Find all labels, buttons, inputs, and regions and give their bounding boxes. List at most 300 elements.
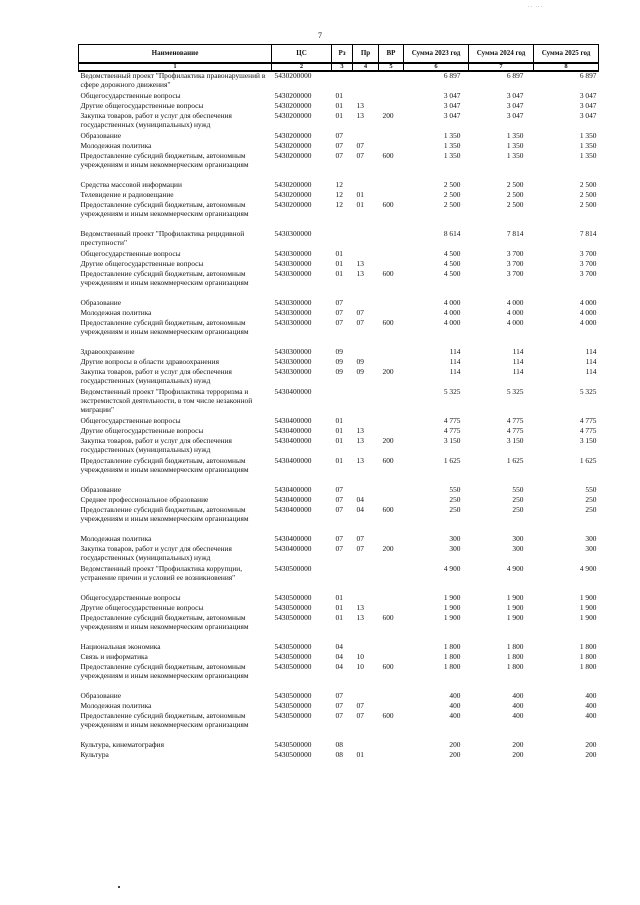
row-sum-2023: 8 614 — [443, 230, 461, 238]
row-cs: 5430200000 — [274, 201, 312, 209]
row-rz: 07 — [335, 692, 343, 700]
row-cs: 5430200000 — [274, 112, 312, 120]
row-sum-2025: 400 — [585, 702, 597, 710]
row-sum-2025: 1 800 — [579, 643, 597, 651]
column-number: 4 — [353, 63, 379, 71]
row-name: Образование — [80, 299, 122, 307]
row-pr: 13 — [356, 260, 364, 268]
table-row — [79, 201, 599, 221]
row-sum-2024: 4 000 — [506, 299, 524, 307]
row-pr: 07 — [356, 142, 364, 150]
table-row — [79, 417, 599, 427]
row-sum-2023: 1 900 — [443, 614, 461, 622]
row-sum-2025: 400 — [585, 712, 597, 720]
row-sum-2023: 3 047 — [443, 102, 461, 110]
header-rz: Рз — [332, 45, 353, 64]
row-sum-2023: 200 — [449, 741, 461, 749]
table-row — [79, 594, 599, 604]
column-number: 6 — [404, 63, 469, 71]
row-cs: 5430300000 — [274, 270, 312, 278]
row-pr — [353, 643, 379, 653]
row-name: Культура, кинематография — [80, 741, 164, 749]
row-name: Закупка товаров, работ и услуг для обеспечения государственных (муниципальных) нужд — [80, 112, 232, 129]
row-name: Ведомственный проект "Профилактика терроризма и экстремистской деятельности, в том числе незаконной миграции" — [80, 388, 253, 414]
table-row — [79, 299, 599, 309]
row-sum-2024: 2 500 — [506, 191, 524, 199]
row-sum-2023: 1 800 — [443, 663, 461, 671]
spacer-row — [79, 290, 599, 299]
row-rz: 01 — [335, 112, 343, 120]
row-sum-2024: 1 900 — [506, 594, 524, 602]
table-row — [79, 643, 599, 653]
row-sum-2023: 300 — [449, 545, 461, 553]
row-rz: 04 — [335, 643, 343, 651]
row-sum-2025: 1 350 — [579, 132, 597, 140]
row-rz — [332, 388, 353, 417]
row-cs: 5430200000 — [274, 191, 312, 199]
table-row — [79, 663, 599, 683]
row-pr: 09 — [356, 358, 364, 366]
row-cs: 5430200000 — [274, 152, 312, 160]
row-rz: 07 — [335, 319, 343, 327]
table-row — [79, 230, 599, 250]
row-name: Предоставление субсидий бюджетным, автономным учреждениям и иным некоммерческим организациям — [80, 270, 249, 287]
row-sum-2024: 300 — [512, 545, 524, 553]
row-vr: 200 — [382, 545, 394, 553]
row-name: Общегосударственные вопросы — [80, 594, 181, 602]
row-cs: 5430200000 — [274, 132, 312, 140]
scan-dot — [118, 886, 120, 888]
spacer-row — [79, 683, 599, 692]
row-sum-2023: 4 000 — [443, 299, 461, 307]
row-rz: 08 — [335, 751, 343, 759]
table-row — [79, 92, 599, 102]
row-vr — [379, 535, 404, 545]
row-sum-2024: 4 000 — [506, 319, 524, 327]
row-vr: 200 — [382, 112, 394, 120]
row-sum-2025: 4 775 — [579, 417, 597, 425]
table-row — [79, 653, 599, 663]
row-sum-2025: 300 — [585, 545, 597, 553]
row-cs: 5430400000 — [274, 496, 312, 504]
spacer-row — [79, 634, 599, 643]
table-row — [79, 565, 599, 585]
table-row — [79, 181, 599, 191]
row-sum-2025: 2 500 — [579, 191, 597, 199]
row-vr — [379, 417, 404, 427]
row-cs: 5430400000 — [274, 506, 312, 514]
row-cs: 5430200000 — [274, 102, 312, 110]
row-vr — [379, 692, 404, 702]
row-name: Закупка товаров, работ и услуг для обеспечения государственных (муниципальных) нужд — [80, 545, 232, 562]
row-vr: 200 — [382, 437, 394, 445]
row-vr — [379, 71, 404, 92]
row-sum-2024: 1 350 — [506, 132, 524, 140]
row-rz: 08 — [335, 741, 343, 749]
row-pr: 13 — [356, 604, 364, 612]
row-cs: 5430400000 — [274, 535, 312, 543]
row-sum-2023: 250 — [449, 506, 461, 514]
spacer-row — [79, 172, 599, 181]
row-vr — [379, 653, 404, 663]
row-sum-2025: 3 047 — [579, 102, 597, 110]
row-vr — [379, 565, 404, 585]
row-pr: 10 — [356, 653, 364, 661]
row-sum-2025: 3 700 — [579, 250, 597, 258]
row-rz: 07 — [335, 712, 343, 720]
row-sum-2023: 114 — [449, 358, 461, 366]
row-sum-2025: 1 625 — [579, 457, 597, 465]
row-pr — [353, 181, 379, 191]
row-sum-2025: 6 897 — [579, 71, 597, 80]
column-number: 8 — [534, 63, 599, 71]
row-name: Предоставление субсидий бюджетным, автономным учреждениям и иным некоммерческим организациям — [80, 506, 249, 523]
row-pr — [353, 565, 379, 585]
row-sum-2024: 1 625 — [506, 457, 524, 465]
row-name: Закупка товаров, работ и услуг для обеспечения государственных (муниципальных) нужд — [80, 368, 232, 385]
row-sum-2025: 400 — [585, 692, 597, 700]
row-sum-2025: 114 — [585, 368, 597, 376]
row-name: Ведомственный проект "Профилактика коррупции, устранение причин и условий ее возникновения" — [80, 565, 243, 582]
row-name: Образование — [80, 132, 122, 140]
row-name: Предоставление субсидий бюджетным, автономным учреждениям и иным некоммерческим организациям — [80, 614, 249, 631]
row-cs: 5430500000 — [274, 702, 312, 710]
row-pr — [353, 348, 379, 358]
table-header-row — [79, 45, 599, 64]
row-sum-2023: 114 — [449, 348, 461, 356]
row-vr — [379, 427, 404, 437]
row-vr — [379, 702, 404, 712]
table-row — [79, 102, 599, 112]
row-cs: 5430500000 — [274, 712, 312, 720]
row-rz: 09 — [335, 348, 343, 356]
row-vr: 600 — [382, 201, 394, 209]
row-name: Другие общегосударственные вопросы — [80, 102, 204, 110]
row-cs: 5430400000 — [274, 486, 312, 494]
row-rz: 01 — [335, 250, 343, 258]
row-sum-2023: 4 775 — [443, 427, 461, 435]
row-pr: 13 — [356, 102, 364, 110]
row-cs: 5430400000 — [274, 437, 312, 445]
row-rz: 01 — [335, 594, 343, 602]
row-cs: 5430200000 — [274, 181, 312, 189]
row-pr — [353, 388, 379, 417]
row-sum-2024: 1 800 — [506, 663, 524, 671]
row-rz: 07 — [335, 152, 343, 160]
row-cs: 5430400000 — [274, 388, 312, 396]
row-pr: 07 — [356, 152, 364, 160]
table-row — [79, 152, 599, 172]
row-pr: 13 — [356, 437, 364, 445]
row-sum-2023: 2 500 — [443, 191, 461, 199]
row-sum-2023: 3 047 — [443, 112, 461, 120]
row-sum-2023: 550 — [449, 486, 461, 494]
row-sum-2025: 1 800 — [579, 663, 597, 671]
header-cs: ЦС — [272, 45, 332, 64]
row-cs: 5430500000 — [274, 692, 312, 700]
row-name: Общегосударственные вопросы — [80, 92, 181, 100]
row-sum-2025: 300 — [585, 535, 597, 543]
row-pr: 13 — [356, 457, 364, 465]
row-pr: 13 — [356, 427, 364, 435]
row-sum-2023: 1 625 — [443, 457, 461, 465]
row-sum-2024: 1 800 — [506, 653, 524, 661]
row-cs: 5430500000 — [274, 614, 312, 622]
row-pr — [353, 299, 379, 309]
row-sum-2025: 4 000 — [579, 319, 597, 327]
row-sum-2023: 4 000 — [443, 309, 461, 317]
row-vr — [379, 309, 404, 319]
row-sum-2024: 3 700 — [506, 250, 524, 258]
column-number: 2 — [272, 63, 332, 71]
row-pr: 01 — [356, 751, 364, 759]
row-sum-2025: 5 325 — [579, 388, 597, 396]
row-name: Средства массовой информации — [80, 181, 182, 189]
row-vr — [379, 643, 404, 653]
row-name: Среднее профессиональное образование — [80, 496, 209, 504]
row-vr — [379, 260, 404, 270]
row-pr — [353, 692, 379, 702]
row-sum-2025: 250 — [585, 496, 597, 504]
row-pr: 07 — [356, 309, 364, 317]
table-row — [79, 388, 599, 417]
row-sum-2023: 6 897 — [443, 71, 461, 80]
spacer-row — [79, 221, 599, 230]
row-rz: 07 — [335, 142, 343, 150]
row-rz: 07 — [335, 486, 343, 494]
row-pr — [353, 594, 379, 604]
row-rz: 04 — [335, 663, 343, 671]
row-sum-2023: 4 500 — [443, 260, 461, 268]
row-pr — [353, 230, 379, 250]
row-sum-2023: 5 325 — [443, 388, 461, 396]
row-sum-2025: 200 — [585, 751, 597, 759]
row-sum-2024: 400 — [512, 692, 524, 700]
table-row — [79, 250, 599, 260]
row-cs: 5430500000 — [274, 643, 312, 651]
row-sum-2024: 6 897 — [506, 71, 524, 80]
spacer-cell — [79, 172, 599, 181]
table-row — [79, 71, 599, 92]
row-sum-2024: 400 — [512, 712, 524, 720]
row-cs: 5430500000 — [274, 751, 312, 759]
row-vr: 600 — [382, 506, 394, 514]
row-sum-2025: 3 150 — [579, 437, 597, 445]
row-sum-2024: 3 700 — [506, 260, 524, 268]
table-row — [79, 132, 599, 142]
table-row — [79, 751, 599, 761]
row-pr: 10 — [356, 663, 364, 671]
row-sum-2023: 3 047 — [443, 92, 461, 100]
page-number: 7 — [318, 31, 322, 40]
row-sum-2023: 114 — [449, 368, 461, 376]
table-row — [79, 427, 599, 437]
row-rz: 09 — [335, 368, 343, 376]
row-cs: 5430400000 — [274, 417, 312, 425]
row-pr: 13 — [356, 614, 364, 622]
row-name: Предоставление субсидий бюджетным, автономным учреждениям и иным некоммерческим организациям — [80, 152, 249, 169]
row-vr — [379, 486, 404, 496]
row-rz: 07 — [335, 545, 343, 553]
table-row — [79, 545, 599, 565]
row-rz: 07 — [335, 132, 343, 140]
header-pr: Пр — [353, 45, 379, 64]
table-row — [79, 712, 599, 732]
row-sum-2023: 1 350 — [443, 132, 461, 140]
row-sum-2024: 114 — [512, 368, 524, 376]
row-pr: 13 — [356, 112, 364, 120]
row-vr — [379, 250, 404, 260]
row-name: Закупка товаров, работ и услуг для обеспечения государственных (муниципальных) нужд — [80, 437, 232, 454]
table-row — [79, 614, 599, 634]
row-rz: 07 — [335, 506, 343, 514]
row-vr — [379, 142, 404, 152]
table-row — [79, 358, 599, 368]
row-sum-2025: 3 047 — [579, 112, 597, 120]
row-pr: 01 — [356, 191, 364, 199]
spacer-cell — [79, 290, 599, 299]
row-sum-2023: 4 500 — [443, 270, 461, 278]
row-vr — [379, 299, 404, 309]
row-sum-2023: 3 150 — [443, 437, 461, 445]
row-sum-2025: 3 047 — [579, 92, 597, 100]
row-sum-2023: 400 — [449, 712, 461, 720]
row-sum-2025: 2 500 — [579, 201, 597, 209]
row-pr — [353, 132, 379, 142]
spacer-cell — [79, 683, 599, 692]
row-sum-2024: 1 900 — [506, 614, 524, 622]
row-vr — [379, 741, 404, 751]
row-sum-2024: 1 900 — [506, 604, 524, 612]
row-sum-2023: 4 775 — [443, 417, 461, 425]
row-sum-2025: 2 500 — [579, 181, 597, 189]
table-row — [79, 506, 599, 526]
row-sum-2024: 3 047 — [506, 102, 524, 110]
row-cs: 5430300000 — [274, 348, 312, 356]
row-cs: 5430200000 — [274, 92, 312, 100]
table-row — [79, 260, 599, 270]
row-sum-2023: 1 900 — [443, 594, 461, 602]
spacer-row — [79, 585, 599, 594]
row-sum-2024: 3 047 — [506, 112, 524, 120]
row-pr: 07 — [356, 319, 364, 327]
row-name: Предоставление субсидий бюджетным, автономным учреждениям и иным некоммерческим организациям — [80, 319, 249, 336]
row-sum-2023: 400 — [449, 702, 461, 710]
row-vr: 600 — [382, 663, 394, 671]
row-cs: 5430300000 — [274, 368, 312, 376]
column-number-row — [79, 63, 599, 71]
row-name: Предоставление субсидий бюджетным, автономным учреждениям и иным некоммерческим организациям — [80, 457, 249, 474]
row-pr: 07 — [356, 712, 364, 720]
row-name: Предоставление субсидий бюджетным, автономным учреждениям и иным некоммерческим организациям — [80, 663, 249, 680]
row-name: Образование — [80, 692, 122, 700]
row-sum-2025: 7 814 — [579, 230, 597, 238]
table-row — [79, 191, 599, 201]
row-name: Здравоохранение — [80, 348, 135, 356]
table-row — [79, 348, 599, 358]
table-row — [79, 702, 599, 712]
row-cs: 5430500000 — [274, 741, 312, 749]
row-cs: 5430300000 — [274, 230, 312, 238]
row-rz: 01 — [335, 260, 343, 268]
row-sum-2023: 4 900 — [443, 565, 461, 573]
row-cs: 5430300000 — [274, 260, 312, 268]
row-name: Телевидение и радиовещание — [80, 191, 174, 199]
row-name: Другие общегосударственные вопросы — [80, 260, 204, 268]
row-vr — [379, 132, 404, 142]
column-number: 1 — [79, 63, 272, 71]
row-pr — [353, 741, 379, 751]
row-vr: 600 — [382, 270, 394, 278]
row-sum-2025: 4 900 — [579, 565, 597, 573]
row-name: Национальная экономика — [80, 643, 161, 651]
row-pr: 07 — [356, 702, 364, 710]
row-sum-2024: 3 700 — [506, 270, 524, 278]
row-cs: 5430400000 — [274, 427, 312, 435]
row-pr: 07 — [356, 545, 364, 553]
table-row — [79, 309, 599, 319]
row-rz — [332, 71, 353, 92]
row-vr: 600 — [382, 152, 394, 160]
row-sum-2023: 2 500 — [443, 201, 461, 209]
row-sum-2023: 300 — [449, 535, 461, 543]
spacer-row — [79, 339, 599, 348]
spacer-row — [79, 732, 599, 741]
row-sum-2024: 4 900 — [506, 565, 524, 573]
row-sum-2023: 1 800 — [443, 643, 461, 651]
header-sum-2025: Сумма 2025 год — [534, 45, 599, 64]
row-rz: 12 — [335, 201, 343, 209]
row-cs: 5430400000 — [274, 545, 312, 553]
header-vr: ВР — [379, 45, 404, 64]
row-vr: 600 — [382, 614, 394, 622]
row-sum-2025: 4 000 — [579, 299, 597, 307]
row-sum-2024: 5 325 — [506, 388, 524, 396]
row-pr: 13 — [356, 270, 364, 278]
spacer-cell — [79, 339, 599, 348]
row-vr — [379, 594, 404, 604]
row-vr — [379, 358, 404, 368]
row-sum-2024: 114 — [512, 348, 524, 356]
row-cs: 5430500000 — [274, 565, 312, 573]
spacer-cell — [79, 732, 599, 741]
row-pr: 01 — [356, 201, 364, 209]
row-rz: 01 — [335, 417, 343, 425]
row-vr — [379, 348, 404, 358]
row-cs: 5430300000 — [274, 358, 312, 366]
table-row — [79, 319, 599, 339]
row-pr: 09 — [356, 368, 364, 376]
spacer-cell — [79, 477, 599, 486]
row-rz: 01 — [335, 614, 343, 622]
row-sum-2025: 1 900 — [579, 614, 597, 622]
spacer-row — [79, 526, 599, 535]
row-sum-2024: 4 775 — [506, 427, 524, 435]
row-sum-2025: 1 350 — [579, 142, 597, 150]
table-row — [79, 496, 599, 506]
row-sum-2023: 1 350 — [443, 152, 461, 160]
row-sum-2023: 4 000 — [443, 319, 461, 327]
row-sum-2024: 200 — [512, 741, 524, 749]
row-rz: 07 — [335, 496, 343, 504]
row-rz: 01 — [335, 427, 343, 435]
row-name: Другие общегосударственные вопросы — [80, 427, 204, 435]
row-vr: 200 — [382, 368, 394, 376]
row-rz: 01 — [335, 604, 343, 612]
spacer-cell — [79, 634, 599, 643]
row-rz: 12 — [335, 191, 343, 199]
row-cs: 5430500000 — [274, 604, 312, 612]
